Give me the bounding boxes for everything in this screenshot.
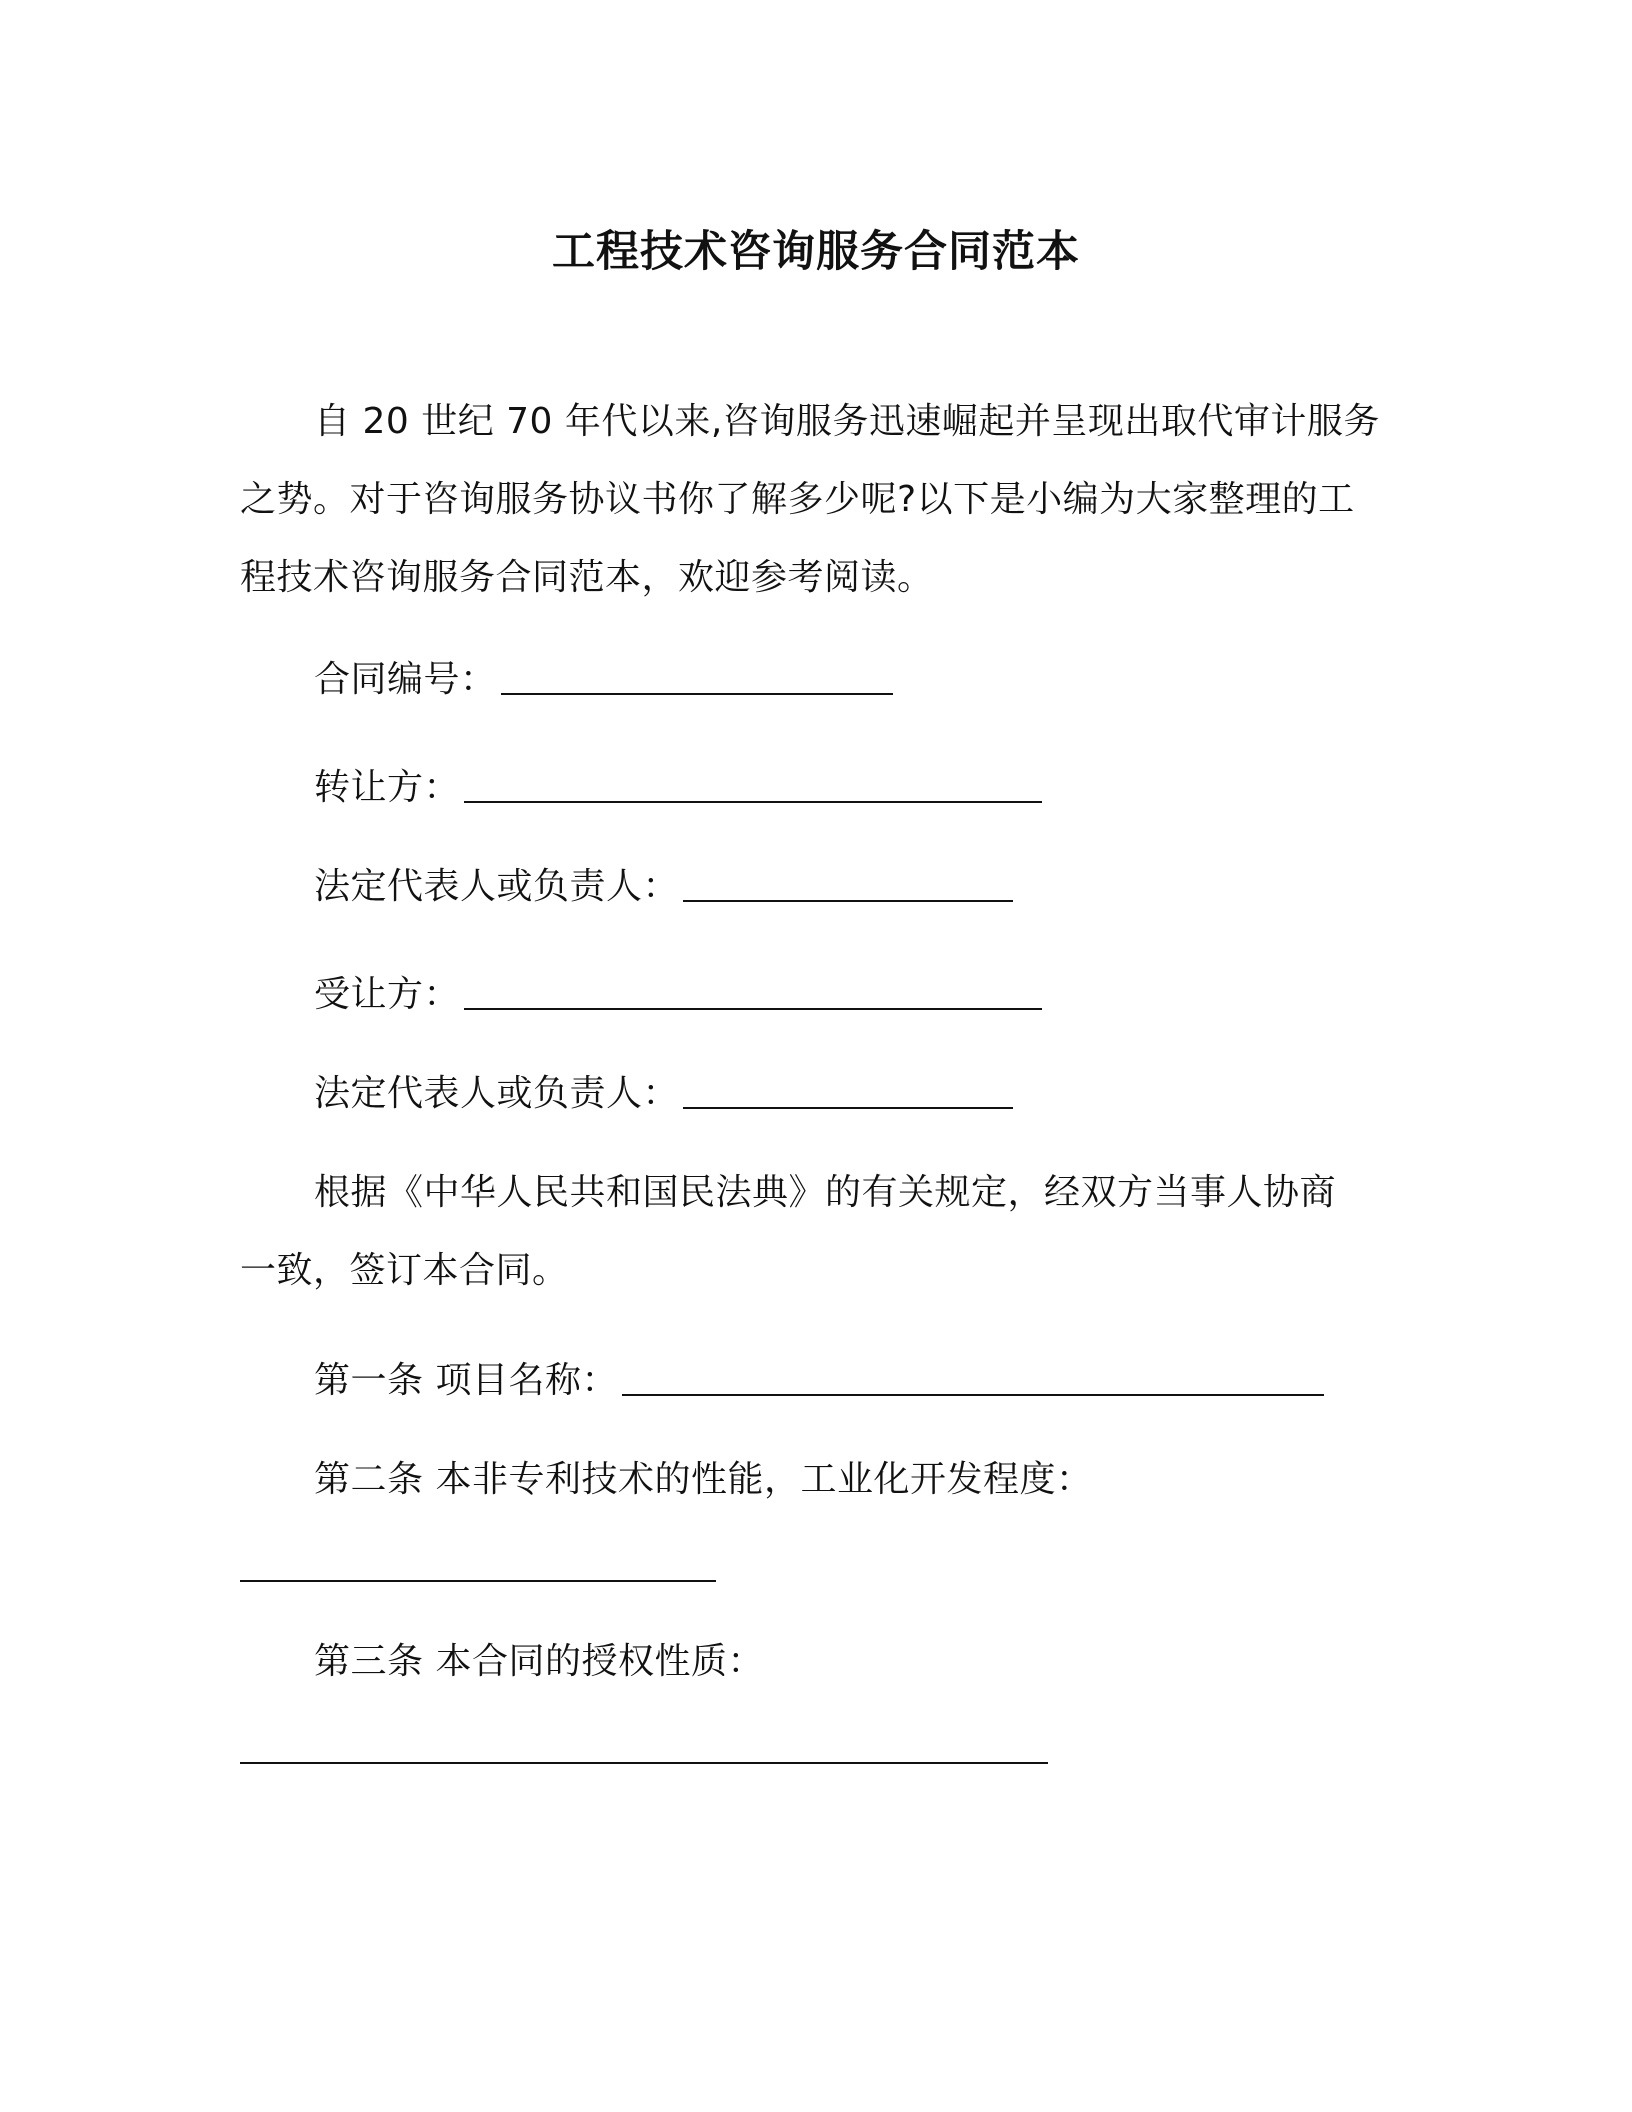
contract-number-label: 合同编号： — [314, 659, 497, 700]
transferor-row — [314, 763, 1042, 813]
basis-line-2: 一致，签订本合同。 — [240, 1250, 569, 1291]
intro-line-1: 自 20 世纪 70 年代以来,咨询服务迅速崛起并呈现出取代审计服务 — [314, 401, 1380, 442]
contract-number-blank[interactable] — [501, 663, 893, 695]
legal-rep-row-1 — [314, 862, 1013, 912]
contract-number-row — [314, 655, 893, 705]
article-3-label: 第三条 本合同的授权性质： — [314, 1641, 764, 1682]
intro-line-3: 程技术咨询服务合同范本，欢迎参考阅读。 — [240, 557, 934, 598]
intro-line-2: 之势。对于咨询服务协议书你了解多少呢?以下是小编为大家整理的工 — [240, 479, 1355, 520]
legal-rep-row-2 — [314, 1069, 1013, 1119]
legal-rep-label-2: 法定代表人或负责人： — [314, 1073, 680, 1114]
article-1-blank[interactable] — [622, 1364, 1324, 1396]
transferor-blank[interactable] — [464, 771, 1042, 803]
document-title: 工程技术咨询服务合同范本 — [552, 227, 1080, 277]
transferee-blank[interactable] — [464, 978, 1042, 1010]
transferor-label: 转让方： — [314, 767, 461, 808]
basis-line-1: 根据《中华人民共和国民法典》的有关规定，经双方当事人协商 — [314, 1172, 1337, 1213]
article-1-label: 第一条 项目名称： — [314, 1360, 618, 1401]
legal-rep-blank-2[interactable] — [683, 1077, 1013, 1109]
article-2-blank[interactable] — [240, 1580, 716, 1582]
transferee-row — [314, 970, 1042, 1020]
legal-rep-blank-1[interactable] — [683, 870, 1013, 902]
legal-rep-label-1: 法定代表人或负责人： — [314, 866, 680, 907]
article-2-label: 第二条 本非专利技术的性能，工业化开发程度： — [314, 1459, 1093, 1500]
article-1-row — [314, 1356, 1324, 1406]
transferee-label: 受让方： — [314, 974, 461, 1015]
article-3-blank[interactable] — [240, 1762, 1048, 1764]
